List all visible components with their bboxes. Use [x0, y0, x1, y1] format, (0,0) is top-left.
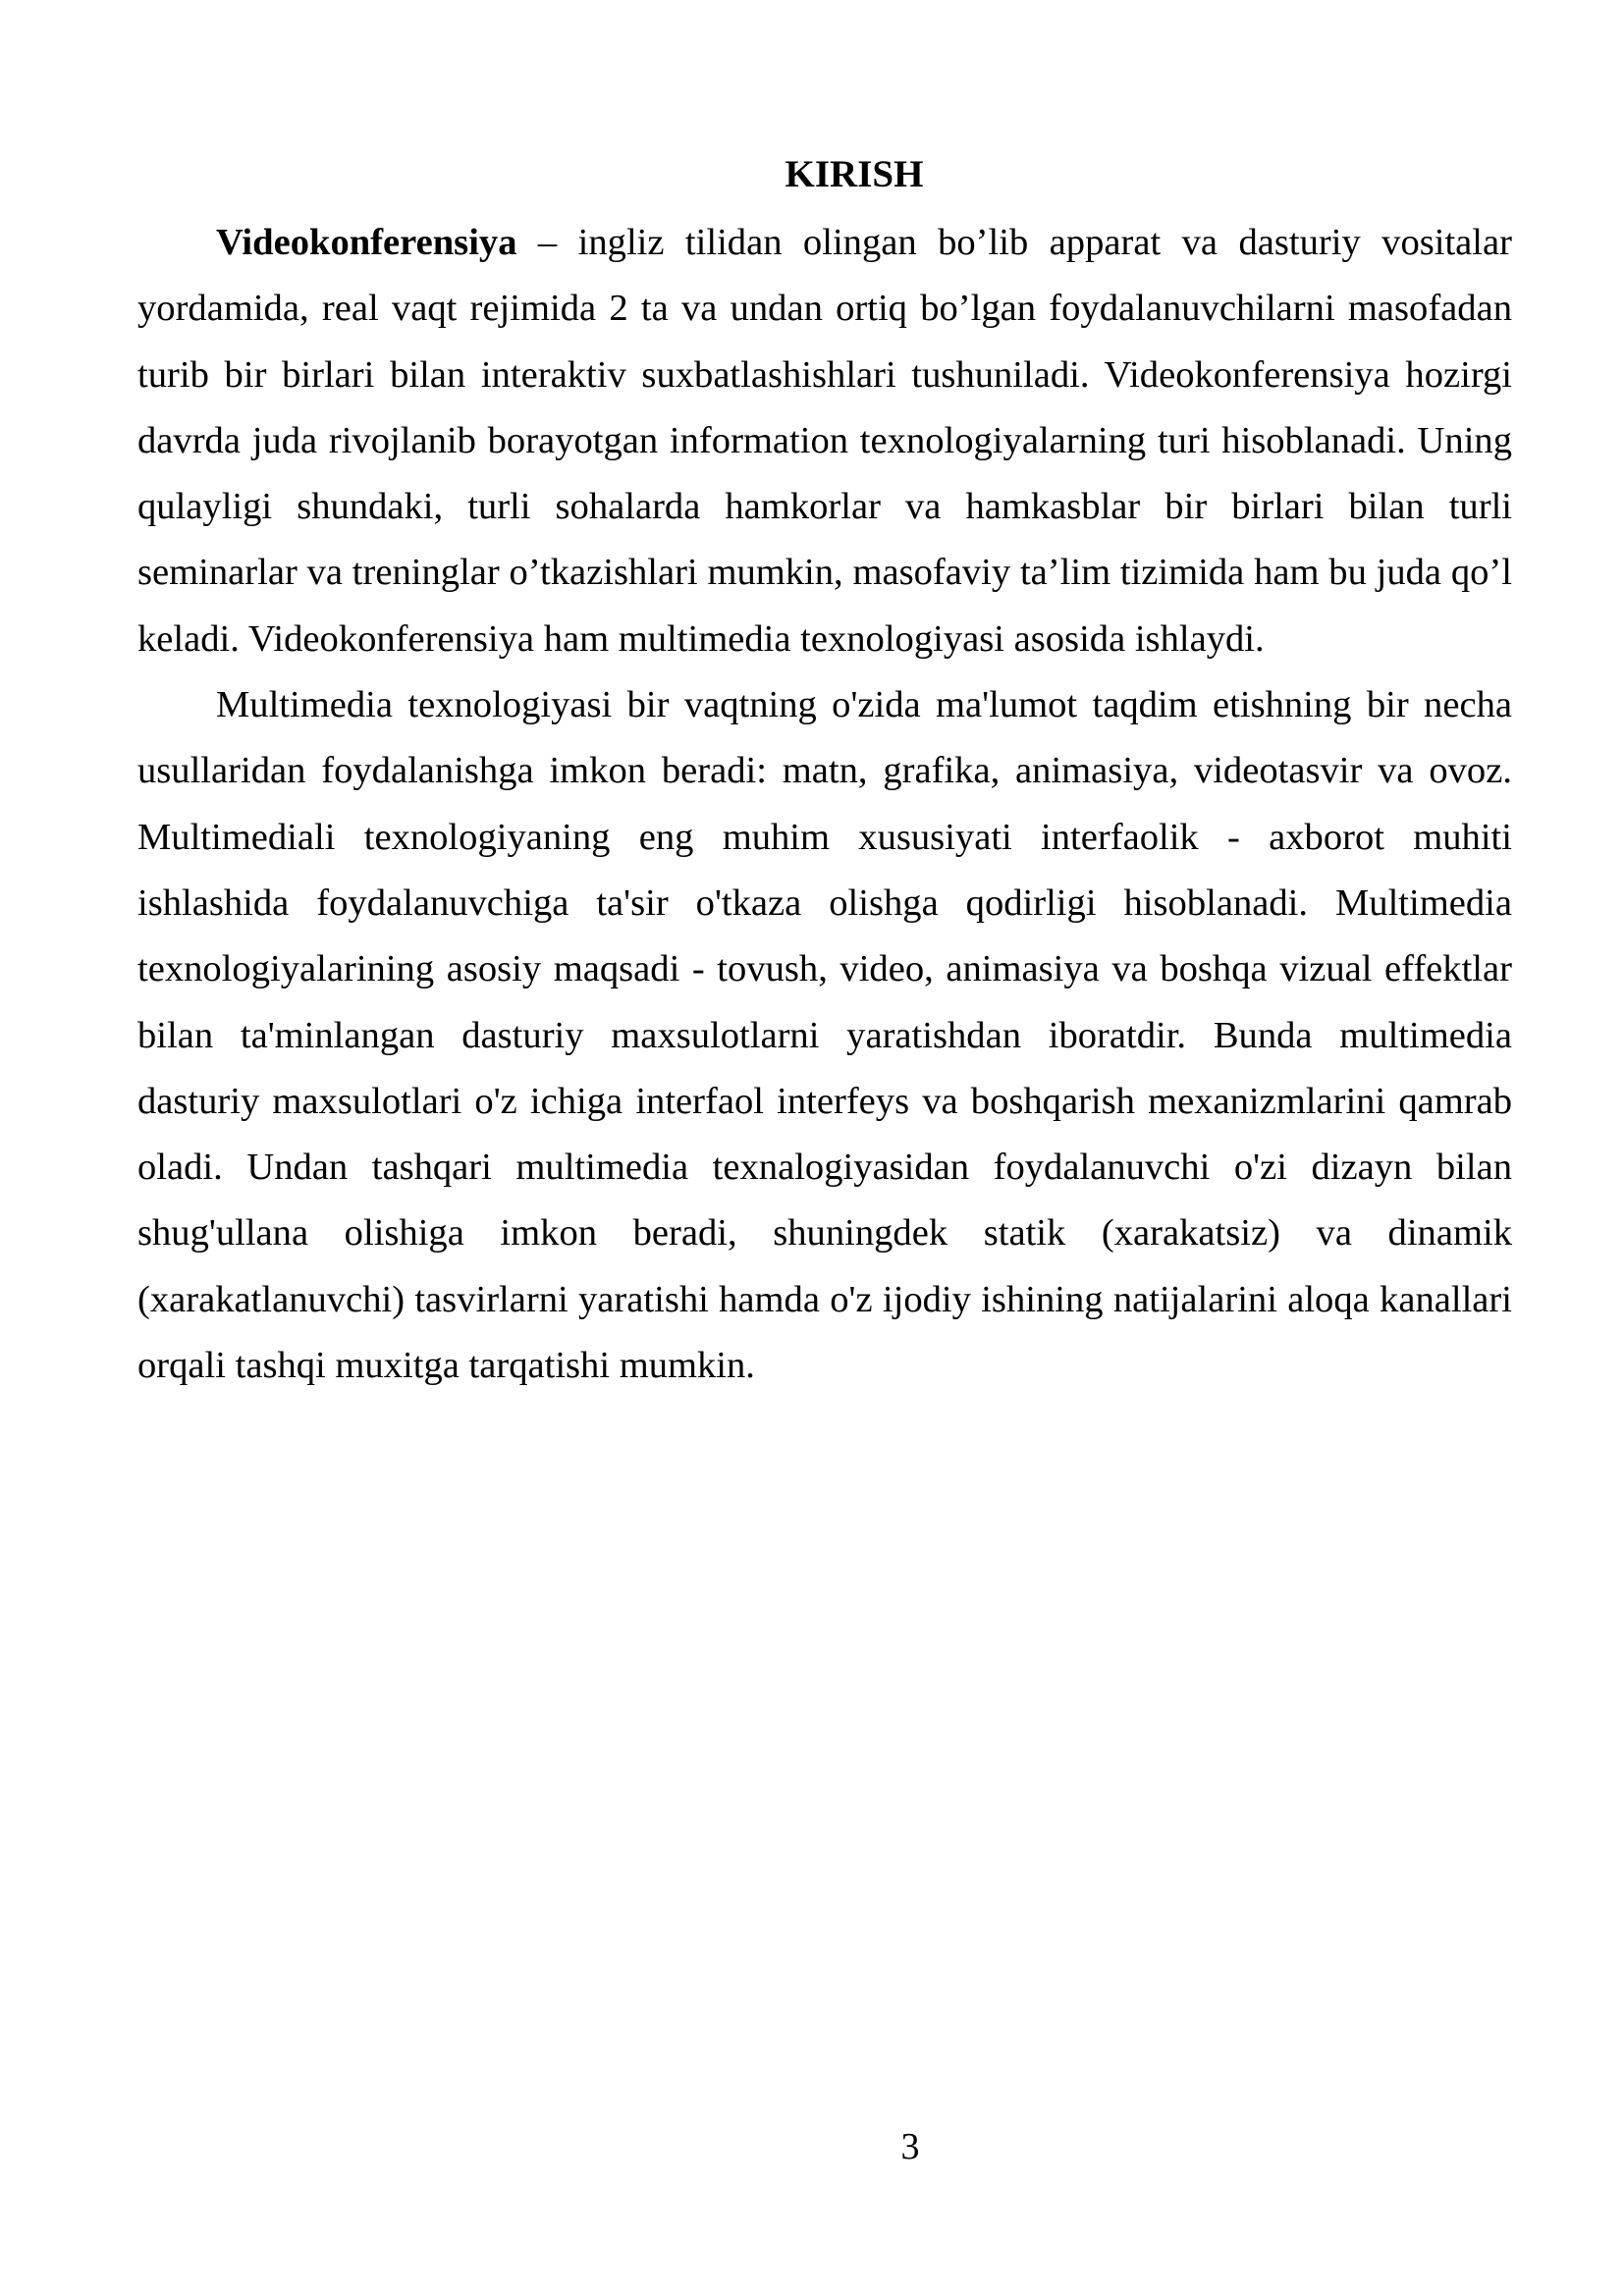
section-heading: KIRISH [785, 153, 924, 195]
page-content [137, 147, 1512, 1399]
paragraph-multimedia: Multimedia texnologiyasi bir vaqtning o'zida ma'lumot taqdim etishning bir necha usullaridan foydalanishga imkon beradi: matn, grafika, animasiya, videotasvir va ovoz. Multimediali texnologiyaning eng muhim xususiyati interfaolik - axborot muhiti ishlashida foydalanuvchiga ta'sir o'tkaza olishga qodirligi hisoblanadi. Multimedia texnologiyalarining asosiy maqsadi - tovush, video, animasiya va boshqa vizual effektlar bilan ta'minlangan dasturiy maxsulotlarni yaratishdan iboratdir. Bunda multimedia dasturiy maxsulotlari o'z ichiga interfaol interfeys va boshqarish mexanizmlarini qamrab oladi. Undan tashqari multimedia texnalogiyasidan foydalanuvchi o'zi dizayn bilan shug'ullana olishiga imkon beradi, shuningdek statik (xarakatsiz) va dinamik (xarakatlanuvchi) tasvirlarni yaratishi hamda o'z ijodiy ishining natijalarini aloqa kanallari orqali tashqi muxitga tarqatishi mumkin. [137, 684, 1512, 1387]
term-videokonferensiya: Videokonferensiya [216, 222, 517, 263]
paragraph-videoconference [137, 210, 1512, 672]
paragraph-videoconference-text: – ingliz tilidan olingan bo’lib apparat va dasturiy vositalar yordamida, real vaqt rejimida 2 ta va undan ortiq bo’lgan foydalanuvchilarni masofadan turib bir birlari bilan interaktiv suxbatlashishlari tushuniladi. Videokonferensiya hozirgi davrda juda rivojlanib borayotgan information texnologiyalarning turi hisoblanadi. Uning qulayligi shundaki, turli sohalarda hamkorlar va hamkasblar bir birlari bilan turli seminarlar va treninglar o’tkazishlari mumkin, masofaviy ta’lim tizimida ham bu juda qo’l keladi. Videokonferensiya ham multimedia texnologiyasi asosida ishlaydi. [137, 222, 1512, 660]
page-number: 3 [900, 2126, 920, 2167]
